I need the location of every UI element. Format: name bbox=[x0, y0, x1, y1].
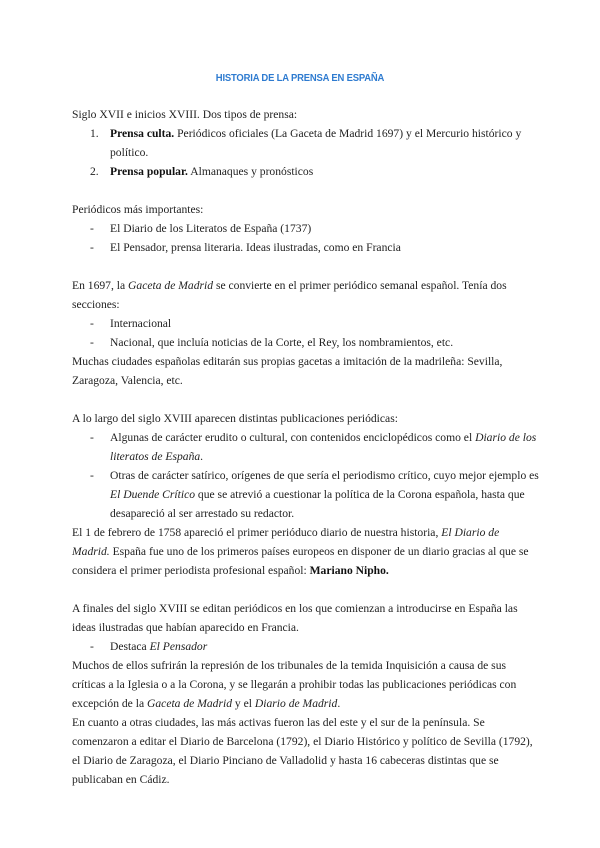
bullet-dash: - bbox=[90, 222, 94, 235]
text-run: A finales del siglo XVIII se editan periódicos en los que comienzan a introducirse en España las bbox=[72, 602, 518, 615]
text-run: El Diario de los Literatos de España (1737) bbox=[110, 222, 312, 235]
list-item bbox=[72, 314, 542, 333]
paragraph-spacer bbox=[72, 257, 542, 276]
text-line bbox=[72, 352, 542, 371]
list-item bbox=[72, 466, 542, 523]
text-run: que se atrevió a cuestionar la política de la Corona española, hasta que bbox=[195, 488, 525, 501]
italic-title: El Diario de bbox=[441, 526, 500, 539]
text-line bbox=[72, 656, 542, 675]
paragraph bbox=[72, 523, 542, 580]
text-line bbox=[110, 428, 542, 447]
text-run: y el bbox=[232, 697, 255, 710]
paragraph bbox=[72, 105, 542, 124]
text-line bbox=[110, 485, 542, 504]
text-line bbox=[72, 409, 542, 428]
bullet-dash: - bbox=[90, 431, 94, 444]
bullet-dash: - bbox=[90, 317, 94, 330]
list-number: 1. bbox=[90, 127, 99, 140]
text-run: desapareció al ser arrestado su redactor. bbox=[110, 507, 295, 520]
bullet-dash: - bbox=[90, 469, 94, 482]
text-run: El Pensador, prensa literaria. Ideas ilustradas, como en Francia bbox=[110, 241, 401, 254]
text-run: Almanaques y pronósticos bbox=[187, 165, 314, 178]
text-line bbox=[110, 162, 542, 181]
text-line bbox=[72, 694, 542, 713]
list-item bbox=[72, 428, 542, 466]
text-run: . bbox=[337, 697, 341, 710]
text-line bbox=[72, 542, 542, 561]
italic-title: Gaceta de Madrid bbox=[128, 279, 214, 292]
text-line bbox=[110, 637, 542, 656]
bold-text: Prensa popular. bbox=[110, 165, 188, 178]
paragraph-spacer bbox=[72, 181, 542, 200]
paragraph bbox=[72, 352, 542, 390]
text-line bbox=[72, 295, 542, 314]
bullet-dash: - bbox=[90, 640, 94, 653]
document-body bbox=[72, 105, 542, 789]
text-run: Destaca bbox=[110, 640, 150, 653]
text-line bbox=[72, 599, 542, 618]
text-run: publicaban en Cádiz. bbox=[72, 773, 170, 786]
paragraph-spacer bbox=[72, 580, 542, 599]
bullet-dash: - bbox=[90, 336, 94, 349]
text-run: Muchas ciudades españolas editarán sus propias gacetas a imitación de la madrileña: Sevilla, bbox=[72, 355, 503, 368]
text-run: secciones: bbox=[72, 298, 120, 311]
text-line bbox=[72, 371, 542, 390]
text-line bbox=[110, 314, 542, 333]
text-run: considera el primer periodista profesional español: bbox=[72, 564, 310, 577]
italic-title: Diario de Madrid bbox=[254, 697, 338, 710]
list-item bbox=[72, 124, 542, 162]
text-run: político. bbox=[110, 146, 149, 159]
bullet-dash: - bbox=[90, 241, 94, 254]
text-run: se convierte en el primer periódico semanal español. Tenía dos bbox=[213, 279, 507, 292]
text-line bbox=[110, 143, 542, 162]
list-number: 2. bbox=[90, 165, 99, 178]
text-line bbox=[110, 333, 542, 352]
text-run: Zaragoza, Valencia, etc. bbox=[72, 374, 183, 387]
text-run: el Diario de Zaragoza, el Diario Pinciano de Valladolid y hasta 16 cabeceras distintas que se bbox=[72, 754, 499, 767]
text-line bbox=[110, 219, 542, 238]
text-line bbox=[72, 105, 542, 124]
text-line bbox=[110, 504, 542, 523]
paragraph bbox=[72, 599, 542, 637]
text-line bbox=[72, 770, 542, 789]
text-run: Algunas de carácter erudito o cultural, con contenidos enciclopédicos como el bbox=[110, 431, 476, 444]
text-line bbox=[72, 276, 542, 295]
text-run: excepción de la bbox=[72, 697, 147, 710]
text-run: . bbox=[200, 450, 204, 463]
list-item bbox=[72, 637, 542, 656]
text-line bbox=[72, 751, 542, 770]
text-line bbox=[110, 238, 542, 257]
text-line bbox=[72, 732, 542, 751]
italic-title: El Duende Crítico bbox=[110, 488, 196, 501]
list-item bbox=[72, 162, 542, 181]
text-line bbox=[72, 675, 542, 694]
bold-text: Prensa culta. bbox=[110, 127, 175, 140]
italic-title: El Pensador bbox=[149, 640, 208, 653]
text-run: Otras de carácter satírico, orígenes de que sería el periodismo crítico, cuyo mejor ejemplo es bbox=[110, 469, 539, 482]
text-run: críticas a la Iglesia o a la Corona, y se llegarán a prohibir todas las publicaciones periódicas con bbox=[72, 678, 517, 691]
text-line bbox=[72, 713, 542, 732]
text-line bbox=[110, 466, 542, 485]
text-run: España fue uno de los primeros países europeos en disponer de un diario gracias al que se bbox=[109, 545, 529, 558]
text-line bbox=[72, 200, 542, 219]
text-run: Siglo XVII e inicios XVIII. Dos tipos de prensa: bbox=[72, 108, 298, 121]
text-run: Periódicos oficiales (La Gaceta de Madrid 1697) y el Mercurio histórico y bbox=[174, 127, 522, 140]
italic-title: Diario de los bbox=[475, 431, 537, 444]
text-line bbox=[110, 124, 542, 143]
italic-title: Gaceta de Madrid bbox=[147, 697, 233, 710]
text-line bbox=[110, 447, 542, 466]
paragraph bbox=[72, 200, 542, 219]
paragraph bbox=[72, 409, 542, 428]
text-line bbox=[72, 523, 542, 542]
text-line bbox=[72, 618, 542, 637]
list-item bbox=[72, 333, 542, 352]
text-line bbox=[72, 561, 542, 580]
bold-text: Mariano Nipho. bbox=[309, 564, 389, 577]
paragraph bbox=[72, 656, 542, 713]
text-run: El 1 de febrero de 1758 apareció el primer perióduco diario de nuestra historia, bbox=[72, 526, 442, 539]
italic-title: Madrid. bbox=[72, 545, 110, 558]
paragraph bbox=[72, 276, 542, 314]
text-run: Muchos de ellos sufrirán la represión de los tribunales de la temida Inquisición a causa de sus bbox=[72, 659, 507, 672]
paragraph bbox=[72, 713, 542, 789]
text-run: Internacional bbox=[110, 317, 172, 330]
text-run: ideas ilustradas que habían aparecido en Francia. bbox=[72, 621, 299, 634]
text-run: comenzaron a editar el Diario de Barcelona (1792), el Diario Histórico y político de Sevilla (1792), bbox=[72, 735, 533, 748]
text-run: A lo largo del siglo XVIII aparecen distintas publicaciones periódicas: bbox=[72, 412, 398, 425]
text-run: Periódicos más importantes: bbox=[72, 203, 204, 216]
list-item bbox=[72, 238, 542, 257]
document-title: HISTORIA DE LA PRENSA EN ESPAÑA bbox=[215, 72, 385, 84]
text-run: Nacional, que incluía noticias de la Corte, el Rey, los nombramientos, etc. bbox=[110, 336, 454, 349]
list-item bbox=[72, 219, 542, 238]
italic-title: literatos de España bbox=[110, 450, 201, 463]
paragraph-spacer bbox=[72, 390, 542, 409]
text-run: En cuanto a otras ciudades, las más activas fueron las del este y el sur de la península. Se bbox=[72, 716, 485, 729]
text-run: En 1697, la bbox=[72, 279, 129, 292]
